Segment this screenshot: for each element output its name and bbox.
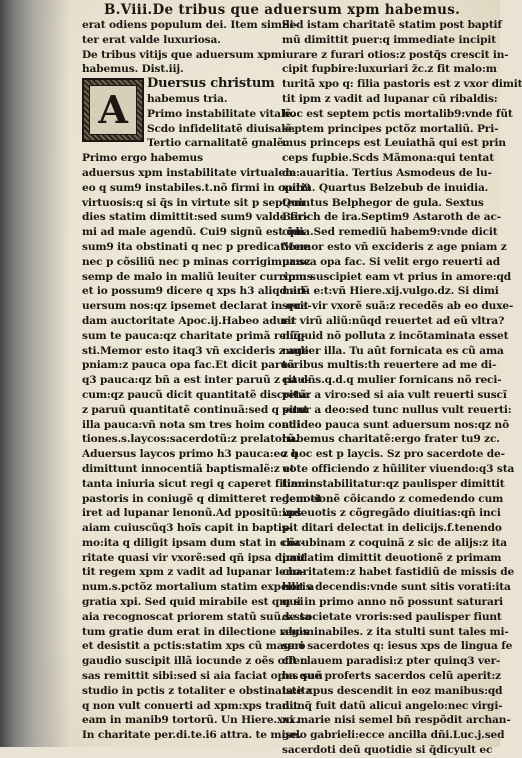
text-line: dies statim dimittit:sed sum9 valde fir- [82,211,308,224]
text-line: deuotionẽ cõicando z comedendo cum [282,492,504,505]
text-line: q3 pauca:qz bñ a est inter paruũ z pau- [82,374,310,387]
text-line: nũquid nõ polluta z incõtaminata esset [282,329,509,342]
text-line: illa pauca:vñ nota sm tres hoim condi [82,418,301,431]
initial-block [82,76,296,151]
text-line: et io possum9 dicere q xps h3 aliqd ad- [82,285,309,298]
text-line: iurare z furari otios:z postq̃s crescit in- [282,48,509,61]
text-line: ni marie nisi semel bñ respõdit archan- [282,714,511,727]
text-line: cidia.Sed remediũ habem9:vnde dicit [282,226,498,239]
text-line: charitatem:z habet fastidiũ de missis de [282,566,515,579]
text-line: Sed istam charitatẽ statim post baptif [282,19,502,31]
text-line: Primo ergo habemus [82,152,203,165]
text-line: Aduersus laycos primo h3 pauca:eo q [82,448,298,461]
text-line: q non vult conuerti ad xpm:xps tradit [82,699,298,712]
text-line: tim instabilitatur:qz paulisper dimittit [282,477,505,490]
text-line: pastoris in coniugẽ q dimitteret regem et [82,492,322,505]
text-line: serit vir vxorẽ suã:z recedẽs ab eo duxe- [282,300,514,313]
text-line: ba que proferts sacerdos celũ aperit:z [282,670,502,683]
text-line: xpm suscipiet eam vt prius in amore:qd [282,270,511,283]
text-line: tanta iniuria sicut regi q caperet filiam [82,477,309,490]
text-line: cipit fupbire:luxuriari z̃c.z fit malo:m [282,63,497,76]
text-line: tum gratie dum erat in dilectione regis [82,625,309,638]
text-line: tit regem xpm z vadit ad lupanar leno- [82,566,305,579]
text-line: nec p cõsiliũ nec p minas corrigimur:sz [82,255,311,268]
page-binding-shadow [0,0,70,747]
text-line: Primo instabilitate vitalẽ. [147,107,295,120]
text-line: pit ditari delectat in delicijs.f.tenendo [282,522,502,535]
text-line: dam auctoritate Apoc.ij.Habeo aduer [82,314,297,327]
text-line: sacerdoti deũ quotidie si q̃dicyult ec [282,744,493,757]
initial-lines [147,77,295,151]
decorated-initial-icon [82,78,144,142]
text-line: et ideo pauca sunt aduersum nos:qz nõ [282,418,510,431]
text-line: habemus tria. [147,92,228,105]
text-line: num.s.pctõz mortalium statim expellit a [82,581,315,594]
text-line: gelo gabrieli:ecce ancilla dñi.Luc.j.sed [282,729,505,742]
text-line: tit ipm z vadit ad lupanar cũ ribaldis: [282,92,498,105]
text-line: cit clauem paradisi:z pter quinq3 ver- [282,655,501,668]
text-line: seri sacerdotes q: iesus xps de lingua fe [282,640,513,653]
text-line: Berich de ira.Septim9 Astaroth de ac- [282,211,501,224]
left-body [82,151,323,743]
text-line: sas remittit sibi:sed si aia faciat opus suũ [82,670,323,683]
text-line: pauca opa fac. Si velit ergo reuerti ad [282,255,500,268]
text-line: xuria. Quartus Belzebub de inuidia. [282,181,489,194]
running-head: B.Viii.De tribus que aduersum xpm habemus. [104,2,461,18]
text-line: mo:ita q diligit ipsam dum stat in cha- [82,536,305,549]
section-heading-line: De tribus vitijs que aduersum xpm [82,48,282,61]
text-line: paulatim dimittit deuotionẽ z primam [282,551,502,564]
text-line: eam in manib9 tortorũ. Un Hiere.xxx. [82,714,299,727]
text-line: horis decendis:vnde sunt sitis vorati:ita [282,581,511,594]
text-line: In charitate per.di.te.i6 attra. te mise. [82,729,302,742]
text-line: aduersus xpm instabilitate virtualem: [82,166,300,179]
text-line: pitur a deo:sed tunc nullus vult reuerti: [282,403,512,416]
text-line: Quintus Belphegor de gula. Sextus [282,196,484,209]
right-column [282,18,522,758]
text-line: uote officiendo z hũiliter viuendo:q3 sta [282,462,515,475]
text-line: ter erat valde luxuriosa. [82,33,221,46]
section-heading-line: habemus. Dist.iij. [82,63,184,76]
text-line: abominabiles. z ita stulti sunt tales mi- [282,625,509,638]
text-line: rit virũ aliũ:nũqd reuertet ad eũ vltra? [282,314,505,327]
text-line: aia recognoscat priorem statũ suũ.s.sta [82,610,312,623]
text-line: septem principes pctõz mortaliũ. Pri- [282,122,499,135]
text-line: Memor esto vñ excideris z age pniam z [282,240,507,253]
text-line: aiam cuiuscũq3 hoĩs capit in baptis- [82,522,292,535]
text-line: et desistit a pctis:statim xps cũ magno [82,640,306,653]
text-line: virtuosis:q si q̃s in virtute sit p septem [82,196,305,209]
text-line: hoc est septem pctis mortalib9:vnde fũt [282,107,513,120]
text-line: uersum nos:qz ipsemet declarat in qua- [82,300,312,313]
text-line: z hoc est p laycis. Sz pro sacerdote de- [282,448,505,461]
text-line: cum:qz paucũ dicit quantitatẽ discretã: [82,388,311,401]
text-line: erat odiens populum dei. Item simili- [82,19,298,31]
text-line: pitur a viro:sed si aia vult reuerti suscĩ [282,388,507,401]
text-line: mirũ e:t:vñ Hiere.xij.vulgo.dz. Si dimi [282,285,499,298]
text-line: mũ dimittit puer:q immediate incipit [282,33,497,46]
text-line: ceps fupbie.Scds Mãmona:qui tentat [282,152,494,165]
text-line: gaudio suscipit illã iocunde z oẽs offen [82,655,308,668]
left-column [82,18,323,743]
initial-letter: A [89,85,137,135]
text-line: sti.Memor esto itaq3 vñ excideris z age [82,344,309,357]
text-line: turitã xpo q: filia pastoris est z vxor dimit [282,78,522,91]
text-line: Tertio carnalitatẽ gnalẽ. [147,137,287,150]
text-line: toribus multis:th reuertere ad me di- [282,359,497,372]
text-line: semp de malo in maliũ leuiter currimus [82,270,313,283]
text-line: cit dñs.q.d.q mulier fornicans nõ reci- [282,374,502,387]
text-line: eo q sum9 instabiles.t.nõ firmi in opib9 [82,181,311,194]
text-line: dimittunt innocentiã baptismalẽ:z et [82,462,295,475]
text-line: tiones.s.laycos:sacerdotũ:z prelatorũ. [82,433,299,446]
text-line: cõcubinam z coquinã z sic de alijs:z ita [282,536,507,549]
text-line: habemus charitatẽ:ergo frater tu9 zc. [282,433,500,446]
text-line: pniam:z pauca opa fac.Et dicit paruã [82,359,295,372]
text-line: ritate quasi vir vxorẽ:sed qñ ipsa dimit [82,551,306,564]
text-line: sum9 ita obstinati q nec p predicatione [82,240,310,253]
text-line: mus princeps est Leuiathã qui est prin [282,137,506,150]
text-line: Scdo infidelitatẽ diuisalẽ. [147,122,296,135]
text-line: de auaritia. Tertius Asmodeus de lu- [282,166,492,179]
text-line: mulier illa. Tu aũt fornicata es cũ ama [282,344,504,357]
text-line: studio in pctis z totaliter e obstinata:ita [82,684,313,697]
text-line: iste xpus descendit in eoz manibus:qd [282,684,503,697]
text-line: gratia xpi. Sed quid mirabile est qm si [82,596,304,609]
text-line: indeuotis z cõgregãdo diuitias:qñ inci [282,507,501,520]
text-line: nunq̃ fuit datũ alicui angelo:nec virgi- [282,699,503,712]
text-line: iret ad lupanar lenonũ.Ad ppositũ:xps [82,507,302,520]
text-line: qui in primo anno nõ possunt saturari [282,596,504,609]
text-line: de societate vroris:sed paulisper fiunt [282,610,502,623]
text-line: z paruũ quantitatẽ continuã:sed q sunt [82,403,309,416]
text-line: sum te pauca:qz charitate primã reliq̃- [82,329,306,342]
right-body [282,18,522,758]
text-line: mi ad male agendũ. Cui9 signũ est q̃m [82,226,305,239]
text-line: Duersus christum [147,76,275,92]
